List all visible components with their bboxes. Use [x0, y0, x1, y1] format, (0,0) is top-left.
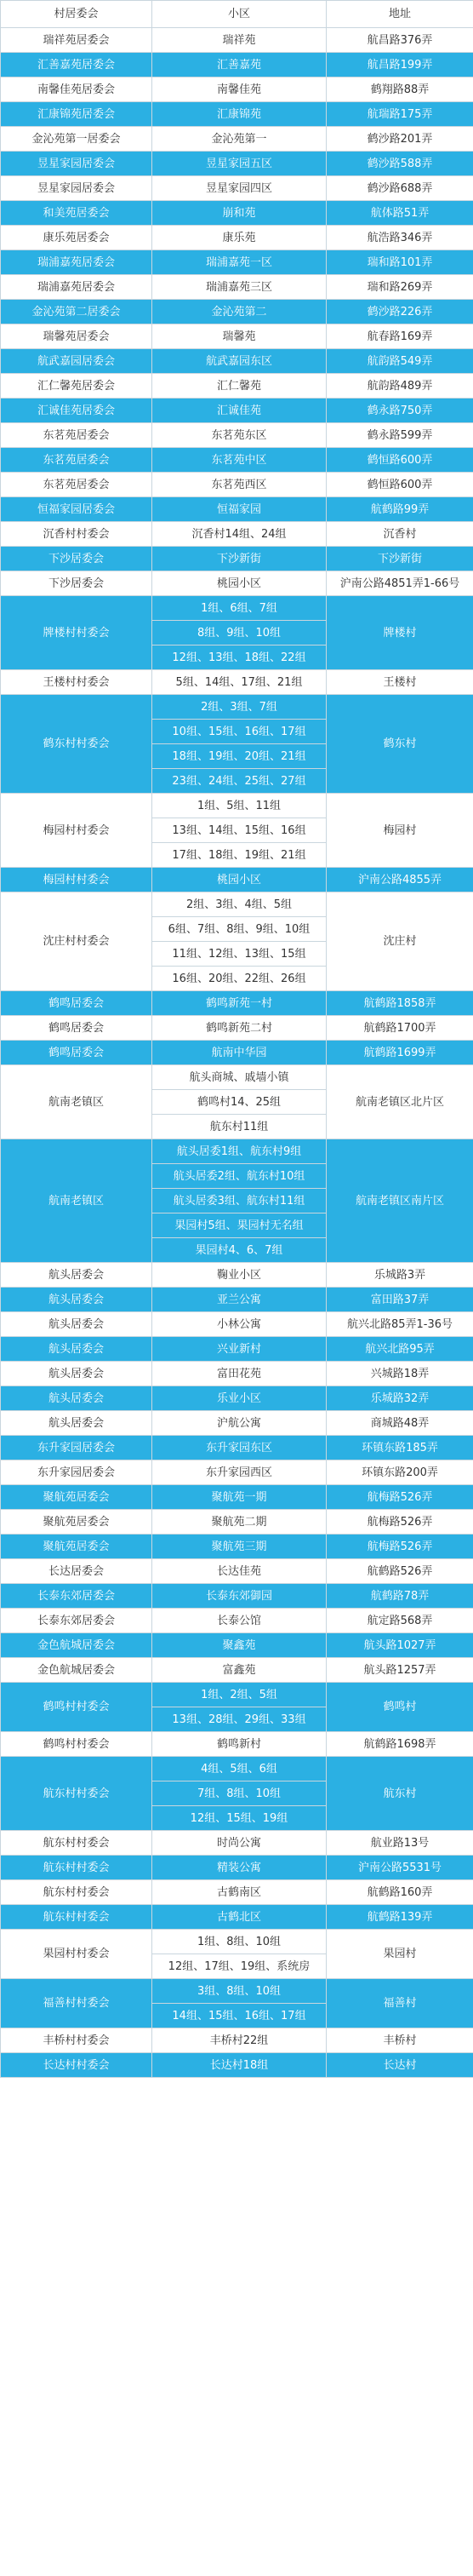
community-cell: 16组、20组、22组、26组 [152, 967, 327, 991]
community-cell: 南馨佳苑 [152, 77, 327, 102]
address-cell: 航鹤路78弄 [327, 1584, 473, 1609]
address-cell: 商城路48弄 [327, 1411, 473, 1436]
village-committee-cell: 航南老镇区 [1, 1065, 152, 1139]
address-cell: 航南老镇区北片区 [327, 1065, 473, 1139]
address-cell: 福善村 [327, 1979, 473, 2028]
community-cell: 乐业小区 [152, 1386, 327, 1411]
address-cell: 鹤恒路600弄 [327, 473, 473, 497]
table-row [1, 670, 473, 695]
community-cell: 7组、8组、10组 [152, 1781, 327, 1806]
village-committee-cell: 汇诚佳苑居委会 [1, 399, 152, 423]
address-cell: 航韵路489弄 [327, 374, 473, 399]
table-row [1, 399, 473, 423]
address-cell: 鹤沙路688弄 [327, 176, 473, 201]
community-cell: 1组、6组、7组 [152, 596, 327, 621]
village-committee-cell: 鹤鸣居委会 [1, 1041, 152, 1065]
village-committee-cell: 福善村村委会 [1, 1979, 152, 2028]
address-cell: 航东村 [327, 1757, 473, 1831]
address-cell: 兴城路18弄 [327, 1362, 473, 1386]
community-cell: 昱星家园四区 [152, 176, 327, 201]
community-cell: 沪航公寓 [152, 1411, 327, 1436]
table-row [1, 1905, 473, 1930]
address-cell: 航春路169弄 [327, 324, 473, 349]
village-committee-cell: 下沙居委会 [1, 547, 152, 571]
village-committee-cell: 鹤鸣居委会 [1, 991, 152, 1016]
table-row [1, 1757, 473, 1781]
village-committee-cell: 瑞浦嘉苑居委会 [1, 250, 152, 275]
table-row [1, 1436, 473, 1460]
address-cell: 乐城路32弄 [327, 1386, 473, 1411]
community-cell: 13组、14组、15组、16组 [152, 818, 327, 843]
address-cell: 航鹤路1700弄 [327, 1016, 473, 1041]
village-committee-cell: 南馨佳苑居委会 [1, 77, 152, 102]
address-cell: 航昌路376弄 [327, 28, 473, 53]
address-cell: 富田路37弄 [327, 1288, 473, 1312]
address-cell: 牌楼村 [327, 596, 473, 670]
community-cell: 鹤鸣新村 [152, 1732, 327, 1757]
address-cell: 鹤恒路600弄 [327, 448, 473, 473]
table-row [1, 868, 473, 892]
community-cell: 瑞浦嘉苑一区 [152, 250, 327, 275]
address-cell: 航梅路526弄 [327, 1535, 473, 1559]
address-cell: 航昌路199弄 [327, 53, 473, 77]
table-row [1, 1411, 473, 1436]
community-cell: 聚航苑三期 [152, 1535, 327, 1559]
address-cell: 鹤永路750弄 [327, 399, 473, 423]
address-cell: 瑞和路101弄 [327, 250, 473, 275]
table-row [1, 1312, 473, 1337]
community-cell: 汇仁馨苑 [152, 374, 327, 399]
table-row [1, 300, 473, 324]
address-cell: 丰桥村 [327, 2028, 473, 2053]
village-committee-cell: 下沙居委会 [1, 571, 152, 596]
table-row [1, 201, 473, 226]
table-row [1, 695, 473, 720]
community-cell: 14组、15组、16组、17组 [152, 2004, 327, 2028]
community-cell: 古鹤南区 [152, 1880, 327, 1905]
header-address: 地址 [327, 1, 473, 28]
village-committee-cell: 聚航苑居委会 [1, 1535, 152, 1559]
village-committee-cell: 牌楼村村委会 [1, 596, 152, 670]
community-cell: 果园村4、6、7组 [152, 1238, 327, 1263]
table-row [1, 1362, 473, 1386]
table-row [1, 423, 473, 448]
address-cell: 沪南公路4851弄1-66号 [327, 571, 473, 596]
community-cell: 亚兰公寓 [152, 1288, 327, 1312]
address-cell: 下沙新街 [327, 547, 473, 571]
village-committee-cell: 金沁苑第一居委会 [1, 127, 152, 152]
community-cell: 11组、12组、13组、15组 [152, 942, 327, 967]
address-cell: 航韵路549弄 [327, 349, 473, 374]
table-row [1, 275, 473, 300]
table-row [1, 596, 473, 621]
village-committee-cell: 东茗苑居委会 [1, 473, 152, 497]
table-row [1, 1460, 473, 1485]
community-cell: 瑞祥苑 [152, 28, 327, 53]
address-cell: 沈庄村 [327, 892, 473, 991]
address-cell: 沉香村 [327, 522, 473, 547]
community-cell: 13组、28组、29组、33组 [152, 1707, 327, 1732]
community-cell: 沉香村14组、24组 [152, 522, 327, 547]
community-cell: 金沁苑第二 [152, 300, 327, 324]
community-cell: 长泰公馆 [152, 1609, 327, 1633]
table-body [1, 28, 473, 2078]
address-cell: 航鹤路1698弄 [327, 1732, 473, 1757]
community-cell: 8组、9组、10组 [152, 621, 327, 645]
table-row [1, 176, 473, 201]
village-committee-cell: 汇康锦苑居委会 [1, 102, 152, 127]
community-cell: 鹤鸣新苑二村 [152, 1016, 327, 1041]
address-cell: 航瑞路175弄 [327, 102, 473, 127]
table-row [1, 324, 473, 349]
community-cell: 2组、3组、4组、5组 [152, 892, 327, 917]
community-cell: 10组、15组、16组、17组 [152, 720, 327, 744]
address-cell: 环镇东路200弄 [327, 1460, 473, 1485]
village-committee-cell: 聚航苑居委会 [1, 1510, 152, 1535]
village-committee-cell: 汇仁馨苑居委会 [1, 374, 152, 399]
table-row [1, 1831, 473, 1856]
village-committee-cell: 航头居委会 [1, 1312, 152, 1337]
address-cell: 航鹤路99弄 [327, 497, 473, 522]
community-cell: 聚航苑一期 [152, 1485, 327, 1510]
table-row [1, 1263, 473, 1288]
village-committee-cell: 汇善嘉苑居委会 [1, 53, 152, 77]
table-row [1, 547, 473, 571]
table-row [1, 1609, 473, 1633]
village-committee-cell: 金色航城居委会 [1, 1658, 152, 1683]
community-cell: 航头居委3组、航东村11组 [152, 1189, 327, 1213]
address-cell: 航头路1257弄 [327, 1658, 473, 1683]
community-cell: 精装公寓 [152, 1856, 327, 1880]
address-cell: 航体路51弄 [327, 201, 473, 226]
address-cell: 长达村 [327, 2053, 473, 2078]
community-cell: 5组、14组、17组、21组 [152, 670, 327, 695]
community-cell: 康乐苑 [152, 226, 327, 250]
community-cell: 1组、8组、10组 [152, 1930, 327, 1954]
community-cell: 恒福家园 [152, 497, 327, 522]
community-cell: 18组、19组、20组、21组 [152, 744, 327, 769]
table-row [1, 1386, 473, 1411]
village-committee-cell: 金沁苑第二居委会 [1, 300, 152, 324]
community-cell: 东升家园东区 [152, 1436, 327, 1460]
village-committee-cell: 聚航苑居委会 [1, 1485, 152, 1510]
table-row [1, 250, 473, 275]
village-committee-cell: 果园村村委会 [1, 1930, 152, 1979]
table-row [1, 1683, 473, 1707]
address-cell: 鹤永路599弄 [327, 423, 473, 448]
table-row [1, 892, 473, 917]
village-committee-cell: 长达村村委会 [1, 2053, 152, 2078]
village-committee-cell: 昱星家园居委会 [1, 152, 152, 176]
community-cell: 航武嘉园东区 [152, 349, 327, 374]
village-committee-cell: 鹤鸣村村委会 [1, 1683, 152, 1732]
community-cell: 丰桥村22组 [152, 2028, 327, 2053]
community-cell: 果园村5组、果园村无名组 [152, 1213, 327, 1238]
address-cell: 瑞和路269弄 [327, 275, 473, 300]
village-committee-cell: 梅园村村委会 [1, 868, 152, 892]
village-committee-cell: 鹤鸣村村委会 [1, 1732, 152, 1757]
address-cell: 乐城路3弄 [327, 1263, 473, 1288]
header-community: 小区 [152, 1, 327, 28]
address-cell: 鹤沙路588弄 [327, 152, 473, 176]
table-row [1, 127, 473, 152]
village-committee-cell: 瑞馨苑居委会 [1, 324, 152, 349]
village-committee-cell: 恒福家园居委会 [1, 497, 152, 522]
village-committee-cell: 长泰东郊居委会 [1, 1609, 152, 1633]
table-header-row [1, 1, 473, 28]
community-cell: 东茗苑西区 [152, 473, 327, 497]
community-cell: 3组、8组、10组 [152, 1979, 327, 2004]
table-row [1, 473, 473, 497]
village-committee-cell: 航头居委会 [1, 1362, 152, 1386]
address-cell: 沪南公路4855弄 [327, 868, 473, 892]
village-committee-cell: 东升家园居委会 [1, 1436, 152, 1460]
address-cell: 航南老镇区南片区 [327, 1139, 473, 1263]
table-row [1, 1535, 473, 1559]
table-row [1, 1658, 473, 1683]
community-cell: 聚鑫苑 [152, 1633, 327, 1658]
community-cell: 12组、15组、19组 [152, 1806, 327, 1831]
village-committee-cell: 长泰东郊居委会 [1, 1584, 152, 1609]
table-row [1, 1337, 473, 1362]
village-committee-cell: 东升家园居委会 [1, 1460, 152, 1485]
table-row [1, 1584, 473, 1609]
community-cell: 1组、5组、11组 [152, 794, 327, 818]
address-cell: 航兴北路95弄 [327, 1337, 473, 1362]
table-row [1, 1633, 473, 1658]
address-cell: 航兴北路85弄1-36号 [327, 1312, 473, 1337]
community-cell: 长泰东郊御园 [152, 1584, 327, 1609]
address-cell: 梅园村 [327, 794, 473, 868]
community-cell: 瑞浦嘉苑三区 [152, 275, 327, 300]
header-village: 村居委会 [1, 1, 152, 28]
address-cell: 航业路13号 [327, 1831, 473, 1856]
community-cell: 兴业新村 [152, 1337, 327, 1362]
table-row [1, 497, 473, 522]
table-row [1, 2053, 473, 2078]
table-row [1, 374, 473, 399]
address-cell: 航鹤路1699弄 [327, 1041, 473, 1065]
table-row [1, 1041, 473, 1065]
community-cell: 航头商城、戚墙小镇 [152, 1065, 327, 1090]
table-row [1, 991, 473, 1016]
village-committee-cell: 鹤鸣居委会 [1, 1016, 152, 1041]
community-cell: 东茗苑中区 [152, 448, 327, 473]
community-cell: 长达村18组 [152, 2053, 327, 2078]
community-cell: 航头居委1组、航东村9组 [152, 1139, 327, 1164]
village-committee-cell: 金色航城居委会 [1, 1633, 152, 1658]
address-cell: 鹤鸣村 [327, 1683, 473, 1732]
community-cell: 4组、5组、6组 [152, 1757, 327, 1781]
table-row [1, 448, 473, 473]
village-committee-cell: 丰桥村村委会 [1, 2028, 152, 2053]
community-cell: 23组、24组、25组、27组 [152, 769, 327, 794]
address-cell: 鹤翔路88弄 [327, 77, 473, 102]
community-cell: 鹤鸣新苑一村 [152, 991, 327, 1016]
address-cell: 环镇东路185弄 [327, 1436, 473, 1460]
table-row [1, 1559, 473, 1584]
community-cell: 桃园小区 [152, 571, 327, 596]
table-row [1, 1288, 473, 1312]
village-committee-cell: 航东村村委会 [1, 1856, 152, 1880]
table-row [1, 1880, 473, 1905]
community-cell: 航头居委2组、航东村10组 [152, 1164, 327, 1189]
table-row [1, 77, 473, 102]
table-row [1, 152, 473, 176]
community-cell: 12组、13组、18组、22组 [152, 645, 327, 670]
community-cell: 鹤鸣村14、25组 [152, 1090, 327, 1115]
address-cell: 鹤沙路226弄 [327, 300, 473, 324]
address-cell: 航头路1027弄 [327, 1633, 473, 1658]
address-cell: 航定路568弄 [327, 1609, 473, 1633]
community-cell: 长达佳苑 [152, 1559, 327, 1584]
village-committee-cell: 和美苑居委会 [1, 201, 152, 226]
village-committee-cell: 航东村村委会 [1, 1905, 152, 1930]
table-row [1, 2028, 473, 2053]
community-cell: 汇诚佳苑 [152, 399, 327, 423]
table-row [1, 1856, 473, 1880]
table-row [1, 28, 473, 53]
address-cell: 航鹤路139弄 [327, 1905, 473, 1930]
community-cell: 航东村11组 [152, 1115, 327, 1139]
village-committee-cell: 航头居委会 [1, 1288, 152, 1312]
community-cell: 2组、3组、7组 [152, 695, 327, 720]
village-committee-cell: 沉香村村委会 [1, 522, 152, 547]
table-row [1, 349, 473, 374]
community-cell: 17组、18组、19组、21组 [152, 843, 327, 868]
community-cell: 时尚公寓 [152, 1831, 327, 1856]
table-row [1, 226, 473, 250]
address-cell: 鹤东村 [327, 695, 473, 794]
table-row [1, 571, 473, 596]
community-cell: 汇康锦苑 [152, 102, 327, 127]
community-cell: 瑞馨苑 [152, 324, 327, 349]
community-cell: 小林公寓 [152, 1312, 327, 1337]
community-cell: 汇善嘉苑 [152, 53, 327, 77]
village-committee-cell: 康乐苑居委会 [1, 226, 152, 250]
community-cell: 6组、7组、8组、9组、10组 [152, 917, 327, 942]
village-committee-cell: 瑞浦嘉苑居委会 [1, 275, 152, 300]
community-cell: 金沁苑第一 [152, 127, 327, 152]
table-row [1, 1930, 473, 1954]
table-row [1, 522, 473, 547]
address-cell: 航鹤路1858弄 [327, 991, 473, 1016]
community-cell: 东升家园西区 [152, 1460, 327, 1485]
table-row [1, 1016, 473, 1041]
community-cell: 东茗苑东区 [152, 423, 327, 448]
table-row [1, 1139, 473, 1164]
address-cell: 航鹤路160弄 [327, 1880, 473, 1905]
community-cell: 鞠业小区 [152, 1263, 327, 1288]
village-committee-cell: 鹤东村村委会 [1, 695, 152, 794]
village-committee-cell: 航南老镇区 [1, 1139, 152, 1263]
village-committee-cell: 昱星家园居委会 [1, 176, 152, 201]
address-cell: 航梅路526弄 [327, 1485, 473, 1510]
village-committee-cell: 东茗苑居委会 [1, 423, 152, 448]
table-row [1, 1732, 473, 1757]
village-committee-cell: 航东村村委会 [1, 1831, 152, 1856]
table-row [1, 1485, 473, 1510]
address-cell: 航浩路346弄 [327, 226, 473, 250]
table-row [1, 1065, 473, 1090]
village-committee-cell: 航头居委会 [1, 1263, 152, 1288]
address-cell: 航梅路526弄 [327, 1510, 473, 1535]
table-row [1, 1979, 473, 2004]
village-committee-cell: 王楼村村委会 [1, 670, 152, 695]
community-cell: 昱星家园五区 [152, 152, 327, 176]
village-committee-cell: 航头居委会 [1, 1337, 152, 1362]
community-cell: 富田花苑 [152, 1362, 327, 1386]
village-committee-cell: 航头居委会 [1, 1411, 152, 1436]
address-cell: 沪南公路5531号 [327, 1856, 473, 1880]
village-committee-cell: 瑞祥苑居委会 [1, 28, 152, 53]
village-committee-cell: 梅园村村委会 [1, 794, 152, 868]
community-cell: 古鹤北区 [152, 1905, 327, 1930]
table-row [1, 53, 473, 77]
village-committee-cell: 沈庄村村委会 [1, 892, 152, 991]
address-cell: 王楼村 [327, 670, 473, 695]
table-row [1, 794, 473, 818]
address-cell: 鹤沙路201弄 [327, 127, 473, 152]
community-cell: 1组、2组、5组 [152, 1683, 327, 1707]
community-cell: 下沙新街 [152, 547, 327, 571]
community-cell: 富鑫苑 [152, 1658, 327, 1683]
table-row [1, 102, 473, 127]
community-cell: 聚航苑二期 [152, 1510, 327, 1535]
community-cell: 桃园小区 [152, 868, 327, 892]
village-committee-cell: 东茗苑居委会 [1, 448, 152, 473]
community-cell: 航南中华园 [152, 1041, 327, 1065]
village-committee-cell: 航武嘉园居委会 [1, 349, 152, 374]
village-committee-cell: 航东村村委会 [1, 1880, 152, 1905]
address-cell: 果园村 [327, 1930, 473, 1979]
community-cell: 崩和苑 [152, 201, 327, 226]
village-committee-cell: 长达居委会 [1, 1559, 152, 1584]
table-row [1, 1510, 473, 1535]
address-cell: 航鹤路526弄 [327, 1559, 473, 1584]
village-committee-cell: 航东村村委会 [1, 1757, 152, 1831]
community-cell: 12组、17组、19组、系统房 [152, 1954, 327, 1979]
village-committee-cell: 航头居委会 [1, 1386, 152, 1411]
